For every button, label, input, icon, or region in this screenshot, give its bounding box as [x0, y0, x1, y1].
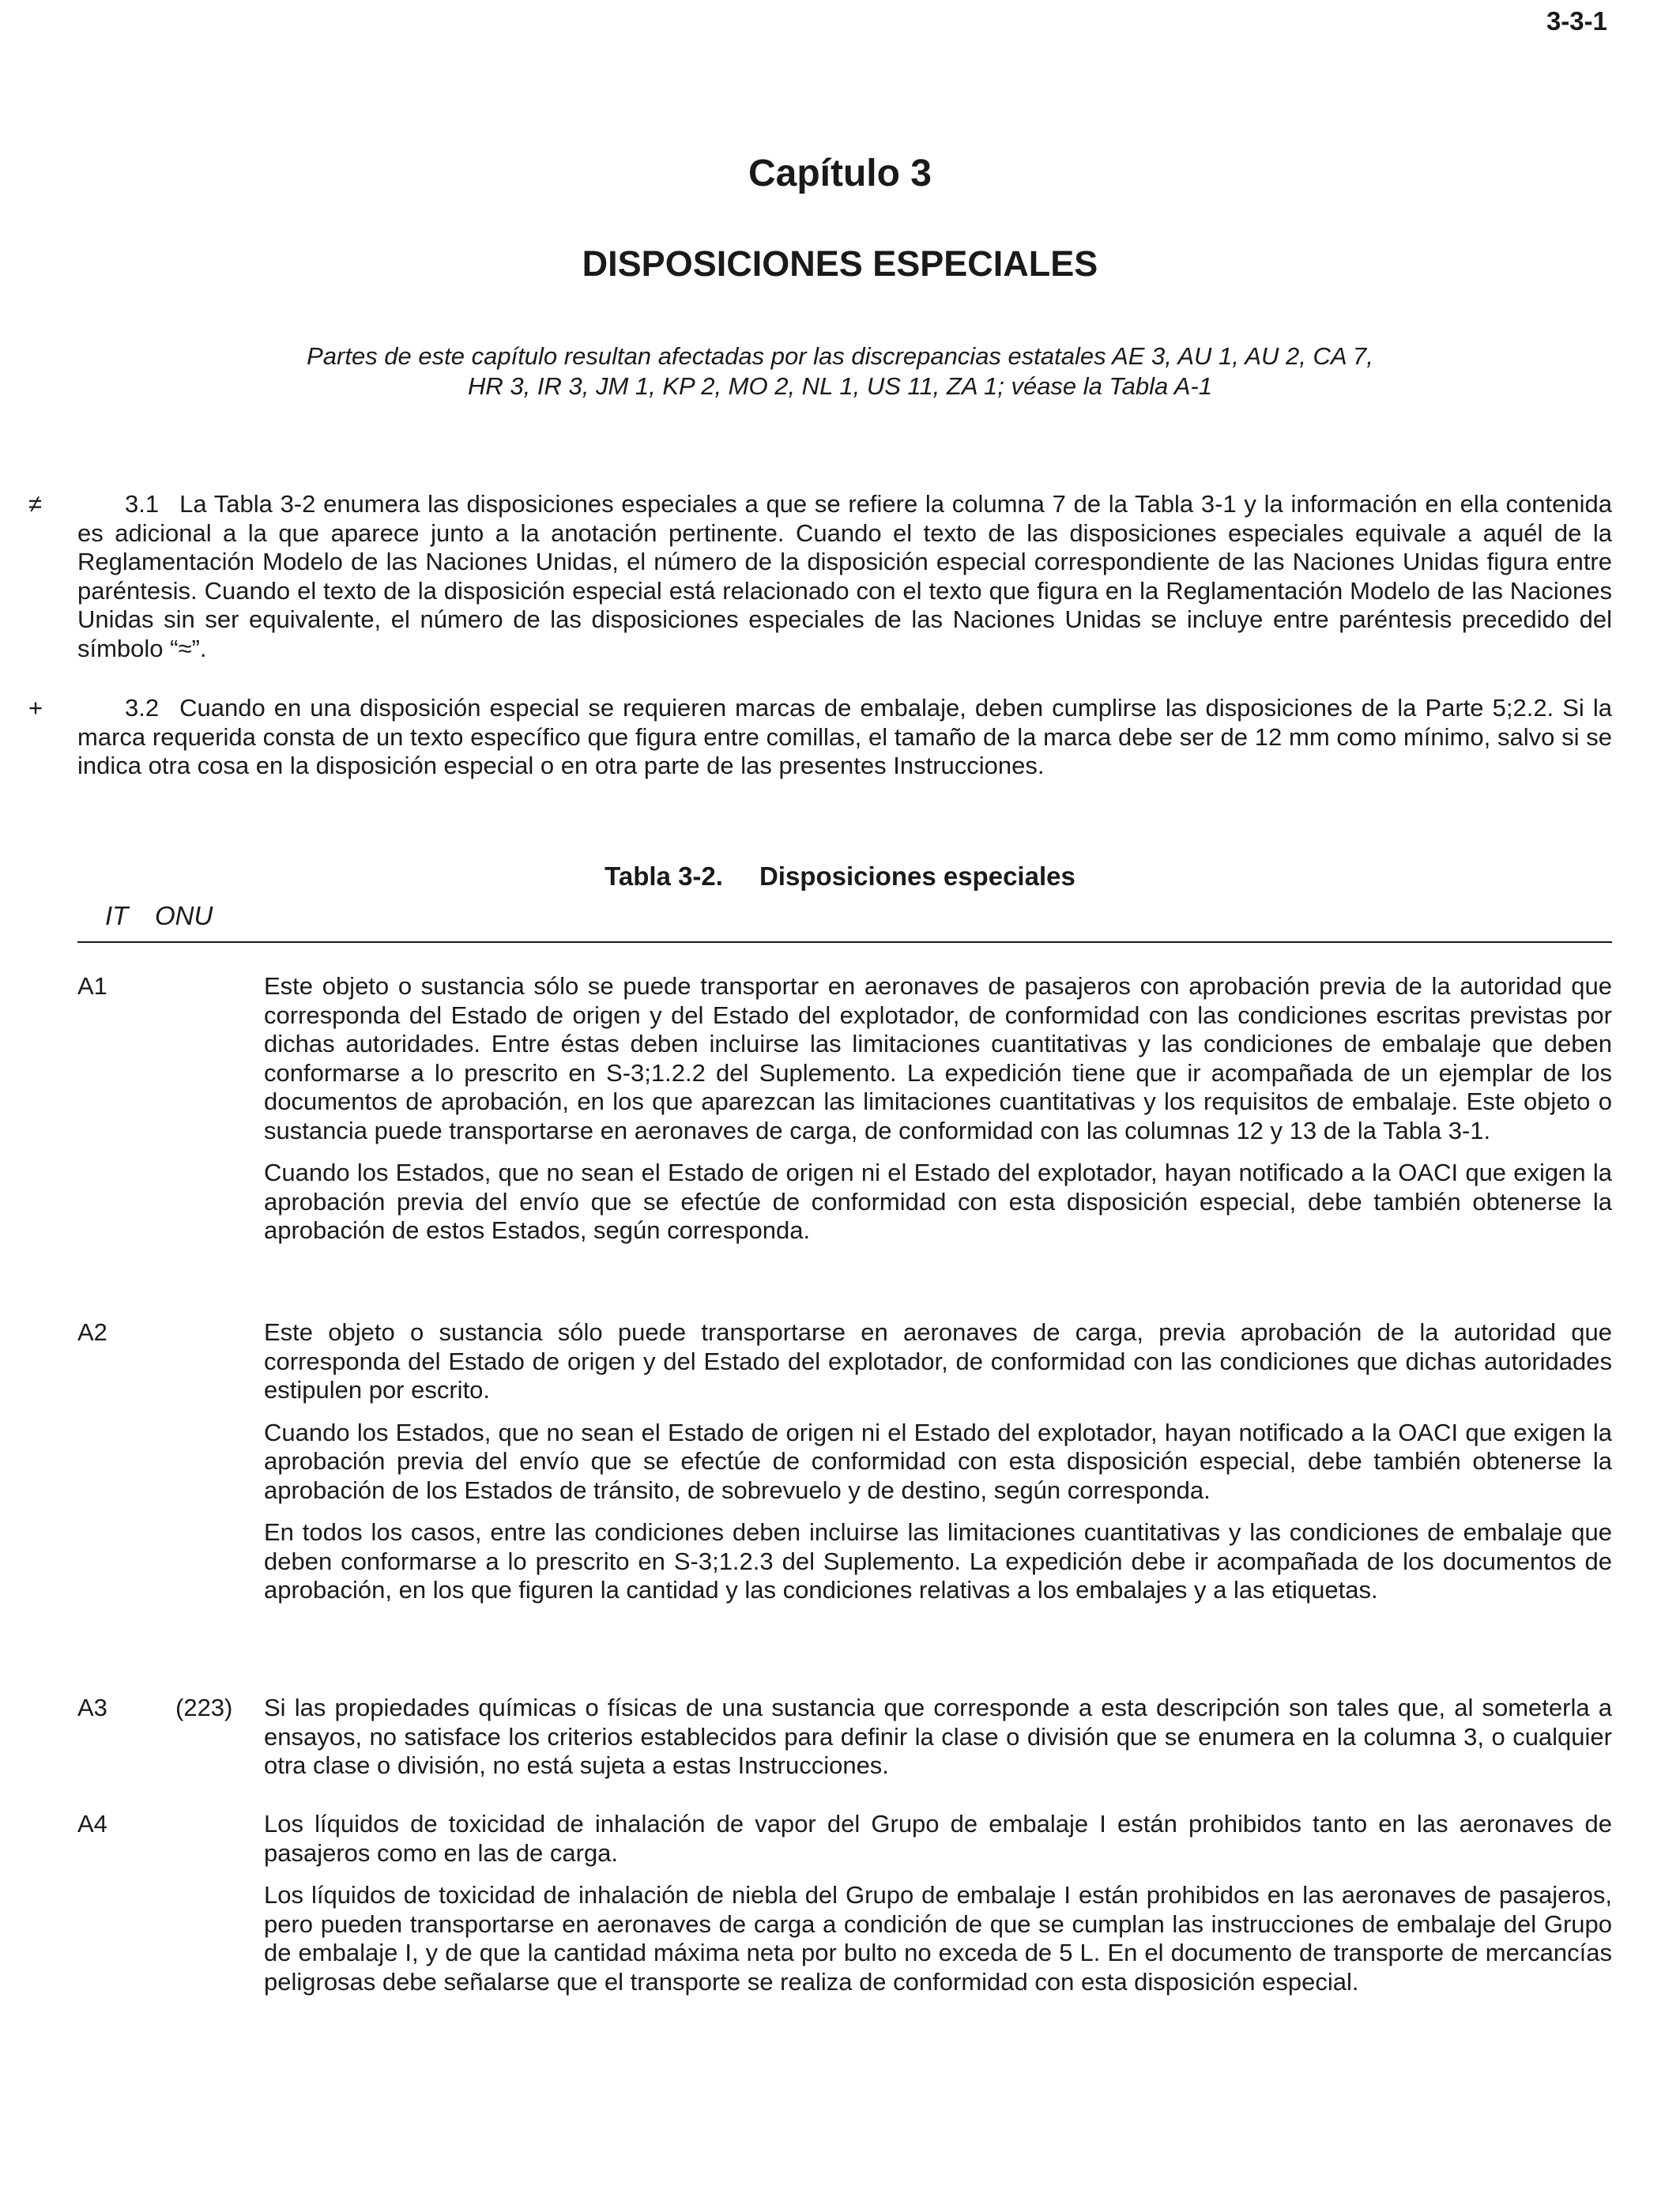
column-header-it: IT	[105, 901, 129, 930]
column-header-onu: ONU	[155, 901, 213, 930]
table-row	[77, 972, 1612, 1246]
paragraph-number: 3.2	[125, 694, 160, 722]
provision-text	[264, 1810, 1612, 1996]
provision-paragraph: Si las propiedades químicas o físicas de una sustancia que corresponde a esta descripción son tales que, al someterla a ensayos, no satisface los criterios establecidos para definir la clase o división que se enumera en la columna 3, o cualquier otra clase o división, no está sujeta a estas Instrucciones.	[264, 1694, 1612, 1779]
provision-paragraph: Este objeto o sustancia sólo se puede transportar en aeronaves de pasajeros con aprobación previa de la autoridad que corresponda del Estado de origen y del Estado del explotador, de conformidad con las condiciones escritas previstas por dichas autoridades. Entre éstas deben incluirse las limitaciones cuantitativas y las condiciones de embalaje que deben conformarse a lo prescrito en S-3;1.2.2 del Suplemento. La expedición tiene que ir acompañada de un ejemplar de los documentos de aprobación, en los que aparezcan las limitaciones cuantitativas y los requisitos de embalaje. Este objeto o sustancia puede transportarse en aeronaves de carga, de conformidad con las columnas 12 y 13 de la Tabla 3-1.	[264, 972, 1612, 1144]
paragraph-text: La Tabla 3-2 enumera las disposiciones especiales a que se refiere la columna 7 de la Tabla 3-1 y la información en ella contenida es adicional a la que aparece junto a la anotación pertinente. Cuando el texto de las disposiciones especiales equivale a aquél de la Reglamentación Modelo de las Naciones Unidas, el número de la disposición especial correspondiente de las Naciones Unidas figura entre paréntesis. Cuando el texto de la disposición especial está relacionado con el texto que figura en la Reglamentación Modelo de las Naciones Unidas sin ser equivalente, el número de las disposiciones especiales de las Naciones Unidas se incluye entre paréntesis precedido del símbolo “≈”.	[77, 490, 1612, 662]
chapter-heading: Capítulo 3	[748, 153, 932, 194]
provision-code: A4	[77, 1810, 107, 1838]
provision-code: A3	[77, 1694, 107, 1721]
table-caption-number: Tabla 3-2.	[605, 861, 723, 891]
provision-paragraph: Este objeto o sustancia sólo puede transportarse en aeronaves de carga, previa aprobación de la autoridad que corresponda del Estado de origen y del Estado del explotador, de conformidad con las condiciones que dichas autoridades estipulen por escrito.	[264, 1318, 1612, 1404]
paragraph-text: Cuando en una disposición especial se requieren marcas de embalaje, deben cumplirse las disposiciones de la Parte 5;2.2. Si la marca requerida consta de un texto específico que figura entre comillas, el tamaño de la marca debe ser de 12 mm como mínimo, salvo si se indica otra cosa en la disposición especial o en otra parte de las presentes Instrucciones.	[77, 694, 1612, 779]
provision-code: A2	[77, 1318, 107, 1346]
paragraph-3-2	[77, 694, 1612, 781]
change-marker: ≠	[28, 490, 43, 518]
discrepancies-note-line: Partes de este capítulo resultan afectadas por las discrepancias estatales AE 3, AU 1, AU 2, CA 7,	[307, 342, 1373, 370]
table-row	[77, 1318, 1612, 1605]
table-caption-title: Disposiciones especiales	[759, 861, 1075, 891]
page-number: 3-3-1	[1546, 6, 1607, 36]
change-marker: +	[28, 694, 43, 722]
discrepancies-note-line: HR 3, IR 3, JM 1, KP 2, MO 2, NL 1, US 11, ZA 1; véase la Tabla A-1	[468, 372, 1212, 400]
provision-paragraph: Cuando los Estados, que no sean el Estado de origen ni el Estado del explotador, hayan notificado a la OACI que exigen la aprobación previa del envío que se efectúe de conformidad con esta disposición especial, debe también obtenerse la aprobación de estos Estados, según corresponda.	[264, 1159, 1612, 1244]
provision-paragraph: Cuando los Estados, que no sean el Estado de origen ni el Estado del explotador, hayan notificado a la OACI que exigen la aprobación previa del envío que se efectúe de conformidad con esta disposición especial, debe también obtenerse la aprobación de los Estados de tránsito, de sobrevuelo y de destino, según corresponda.	[264, 1418, 1612, 1504]
table-row	[77, 1810, 1612, 1996]
provision-code: A1	[77, 972, 107, 1000]
table-caption	[0, 861, 1680, 892]
provision-text	[264, 1318, 1612, 1605]
provision-text	[264, 1694, 1612, 1781]
provision-paragraph: Los líquidos de toxicidad de inhalación de vapor del Grupo de embalaje I están prohibidos tanto en las aeronaves de pasajeros como en las de carga.	[264, 1810, 1612, 1867]
provision-paragraph: En todos los casos, entre las condiciones deben incluirse las limitaciones cuantitativas y las condiciones de embalaje que deben conformarse a lo prescrito en S-3;1.2.3 del Suplemento. La expedición debe ir acompañada de los documentos de aprobación, en los que figuren la cantidad y las condiciones relativas a los embalajes y a las etiquetas.	[264, 1518, 1612, 1604]
onu-number: (223)	[175, 1694, 233, 1721]
table-header-rule	[77, 941, 1612, 943]
chapter-title: DISPOSICIONES ESPECIALES	[582, 243, 1098, 284]
paragraph-3-1	[77, 490, 1612, 663]
paragraph-number: 3.1	[125, 490, 160, 518]
provision-paragraph: Los líquidos de toxicidad de inhalación de niebla del Grupo de embalaje I están prohibidos en las aeronaves de pasajeros, pero pueden transportarse en aeronaves de carga a condición de que se cumplan las instrucciones de embalaje del Grupo de embalaje I, y de que la cantidad máxima neta por bulto no exceda de 5 L. En el documento de transporte de mercancías peligrosas debe señalarse que el transporte se realiza de conformidad con esta disposición especial.	[264, 1881, 1612, 1996]
table-row	[77, 1694, 1612, 1781]
provision-text	[264, 972, 1612, 1246]
discrepancies-note	[0, 341, 1680, 401]
